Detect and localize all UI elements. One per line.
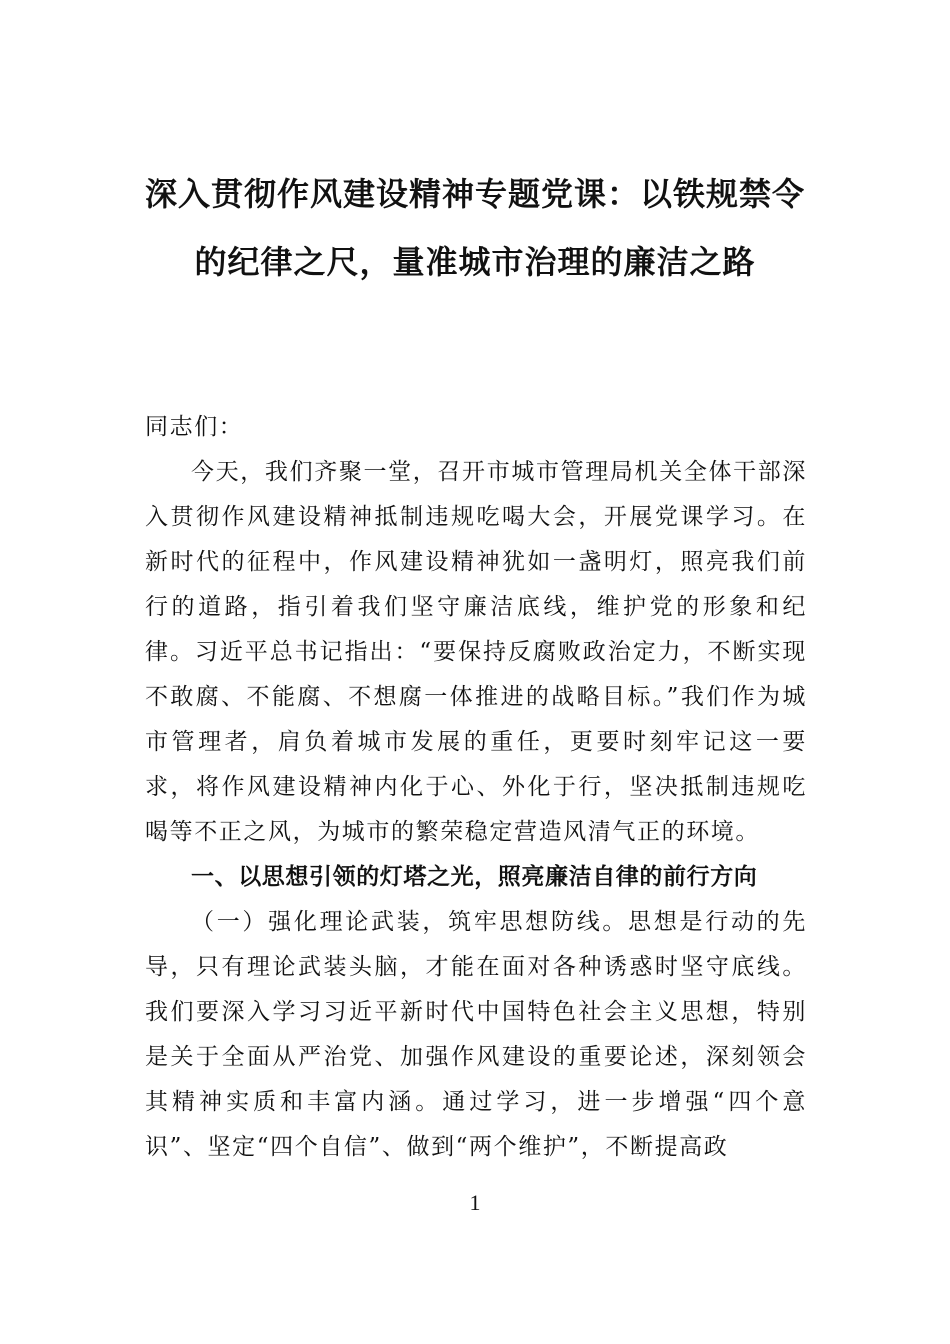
document-title: 深入贯彻作风建设精神专题党课：以铁规禁令的纪律之尺，量准城市治理的廉洁之路 [145,175,806,281]
page-number: 1 [469,1190,481,1215]
document-body [145,405,807,1170]
intro-paragraph: 今天，我们齐聚一堂，召开市城市管理局机关全体干部深入贯彻作风建设精神抵制违规吃喝大会，开展党课学习。在新时代的征程中，作风建设精神犹如一盏明灯，照亮我们前行的道路，指引着我们坚守廉洁底线，维护党的形象和纪律。习近平总书记指出：“要保持反腐败政治定力，不断实现不敢腐、不能腐、不想腐一体推进的战略目标。”我们作为城市管理者，肩负着城市发展的重任，更要时刻牢记这一要求，将作风建设精神内化于心、外化于行，坚决抵制违规吃喝等不正之风，为城市的繁荣稳定营造风清气正的环境。 [145,459,807,845]
salutation: 同志们： [145,414,244,440]
subsection-paragraph: （一）强化理论武装，筑牢思想防线。思想是行动的先导，只有理论武装头脑，才能在面对各种诱惑时坚守底线。我们要深入学习习近平新时代中国特色社会主义思想，特别是关于全面从严治党、加强作风建设的重要论述，深刻领会其精神实质和丰富内涵。通过学习，进一步增强“四个意识”、坚定“四个自信”、做到“两个维护”，不断提高政 [145,909,807,1160]
section-heading: 一、以思想引领的灯塔之光，照亮廉洁自律的前行方向 [191,864,758,890]
